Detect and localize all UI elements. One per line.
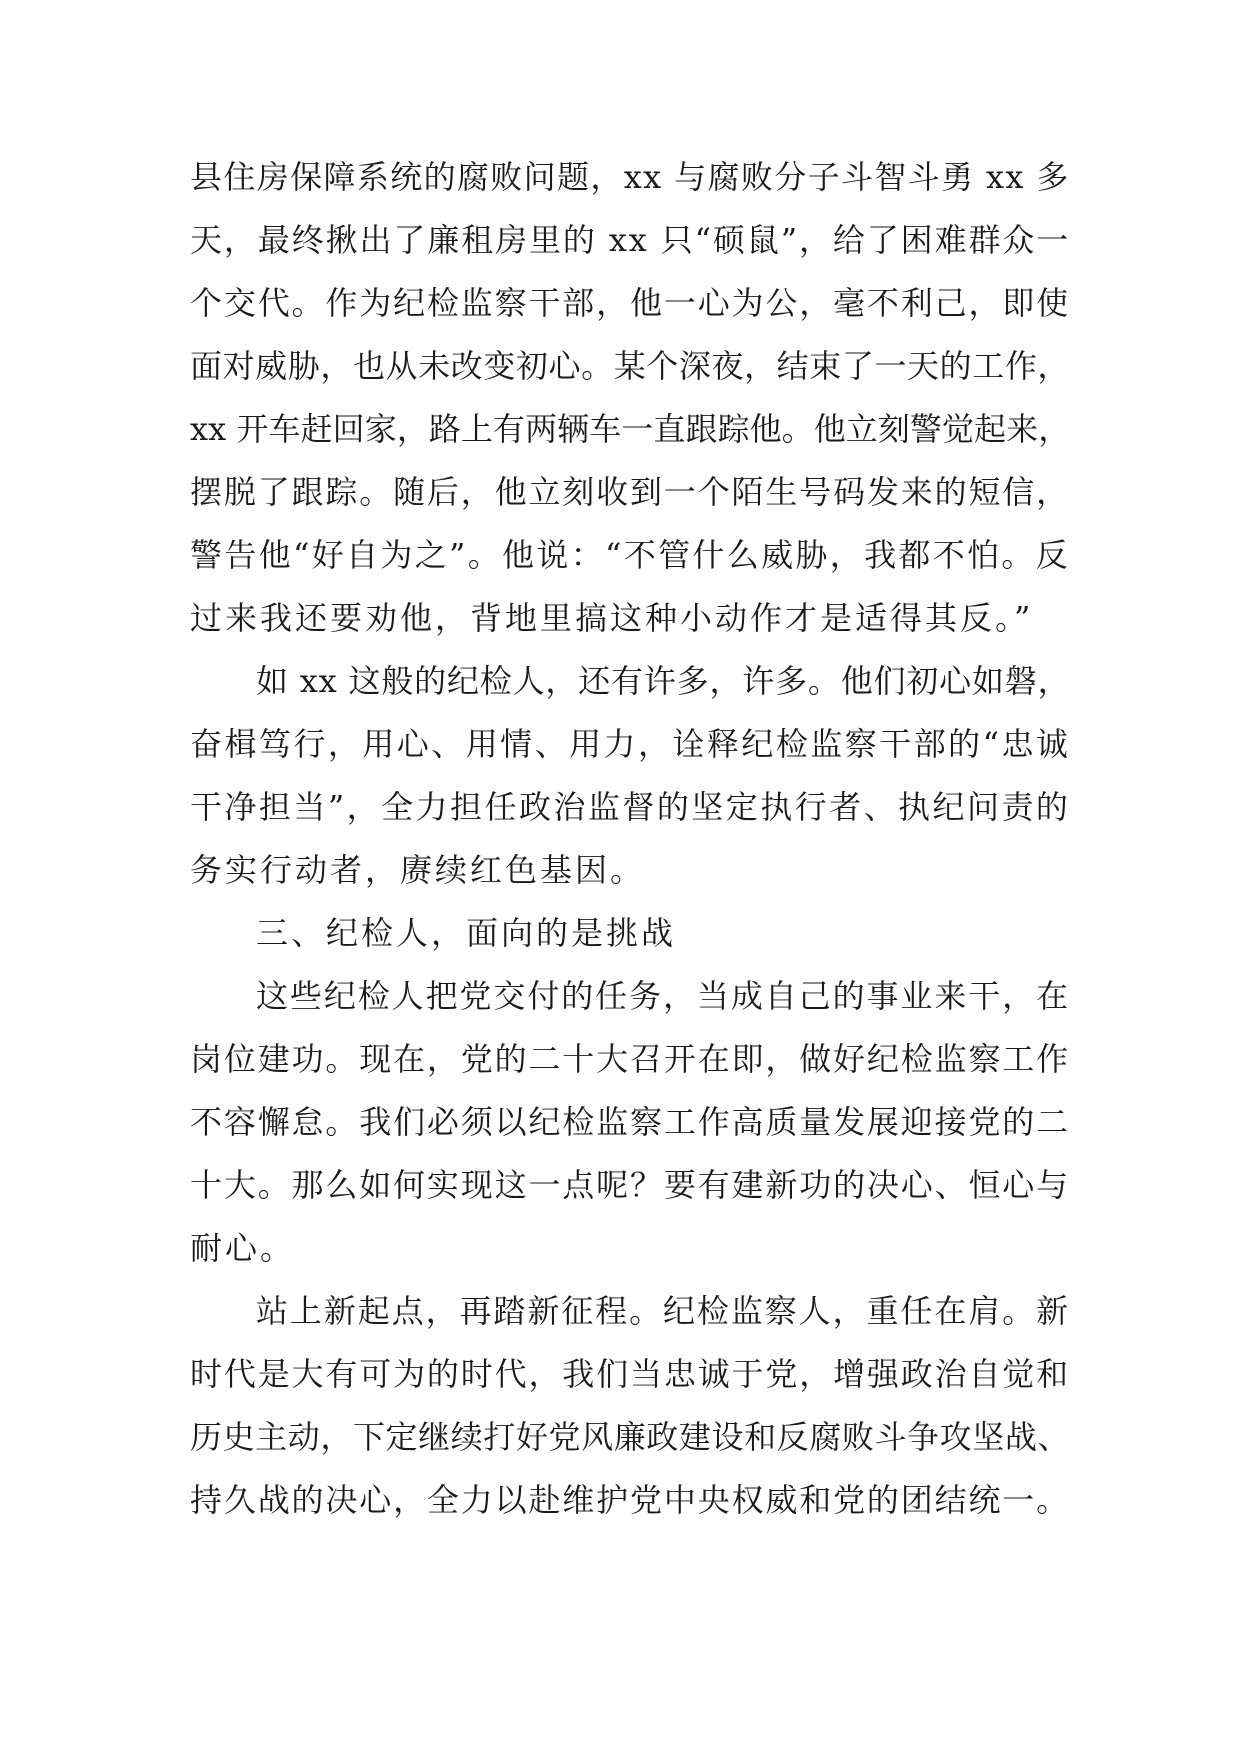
section-heading: 三、纪检人，面向的是挑战: [256, 914, 677, 952]
text-line: 历史主动，下定继续打好党风廉政建设和反腐败斗争攻坚战、: [190, 1418, 1071, 1456]
text-line: 如 xx 这般的纪检人，还有许多，许多。他们初心如磐，: [256, 662, 1071, 700]
document-body: [190, 146, 1070, 1532]
text-line: 过来我还要劝他，背地里搞这种小动作才是适得其反。”: [190, 599, 1034, 637]
text-line: 干净担当”，全力担任政治监督的坚定执行者、执纪问责的: [190, 788, 1071, 826]
text-line: 摆脱了跟踪。随后，他立刻收到一个陌生号码发来的短信，: [190, 473, 1071, 511]
text-line: 警告他“好自为之”。他说：“不管什么威胁，我都不怕。反: [190, 536, 1071, 574]
text-line: 天，最终揪出了廉租房里的 xx 只“硕鼠”，给了困难群众一: [190, 221, 1071, 259]
text-line: 持久战的决心，全力以赴维护党中央权威和党的团结统一。: [190, 1481, 1071, 1519]
text-line: xx 开车赶回家，路上有两辆车一直跟踪他。他立刻警觉起来，: [190, 410, 1071, 448]
text-line: 耐心。: [190, 1229, 296, 1267]
text-line: 面对威胁，也从未改变初心。某个深夜，结束了一天的工作，: [190, 347, 1071, 385]
text-line: 务实行动者，赓续红色基因。: [190, 851, 646, 889]
text-line: 站上新起点，再踏新征程。纪检监察人，重任在肩。新: [256, 1292, 1071, 1330]
text-line: 不容懈怠。我们必须以纪检监察工作高质量发展迎接党的二: [190, 1103, 1071, 1141]
text-line: 个交代。作为纪检监察干部，他一心为公，毫不利己，即使: [190, 284, 1071, 322]
text-line: 岗位建功。现在，党的二十大召开在即，做好纪检监察工作: [190, 1040, 1071, 1078]
text-line: 时代是大有可为的时代，我们当忠诚于党，增强政治自觉和: [190, 1355, 1071, 1393]
text-line: 这些纪检人把党交付的任务，当成自己的事业来干，在: [256, 977, 1071, 1015]
text-line: 十大。那么如何实现这一点呢？要有建新功的决心、恒心与: [190, 1166, 1071, 1204]
text-line: 奋楫笃行，用心、用情、用力，诠释纪检监察干部的“忠诚: [190, 725, 1071, 763]
text-line: 县住房保障系统的腐败问题，xx 与腐败分子斗智斗勇 xx 多: [190, 158, 1070, 196]
